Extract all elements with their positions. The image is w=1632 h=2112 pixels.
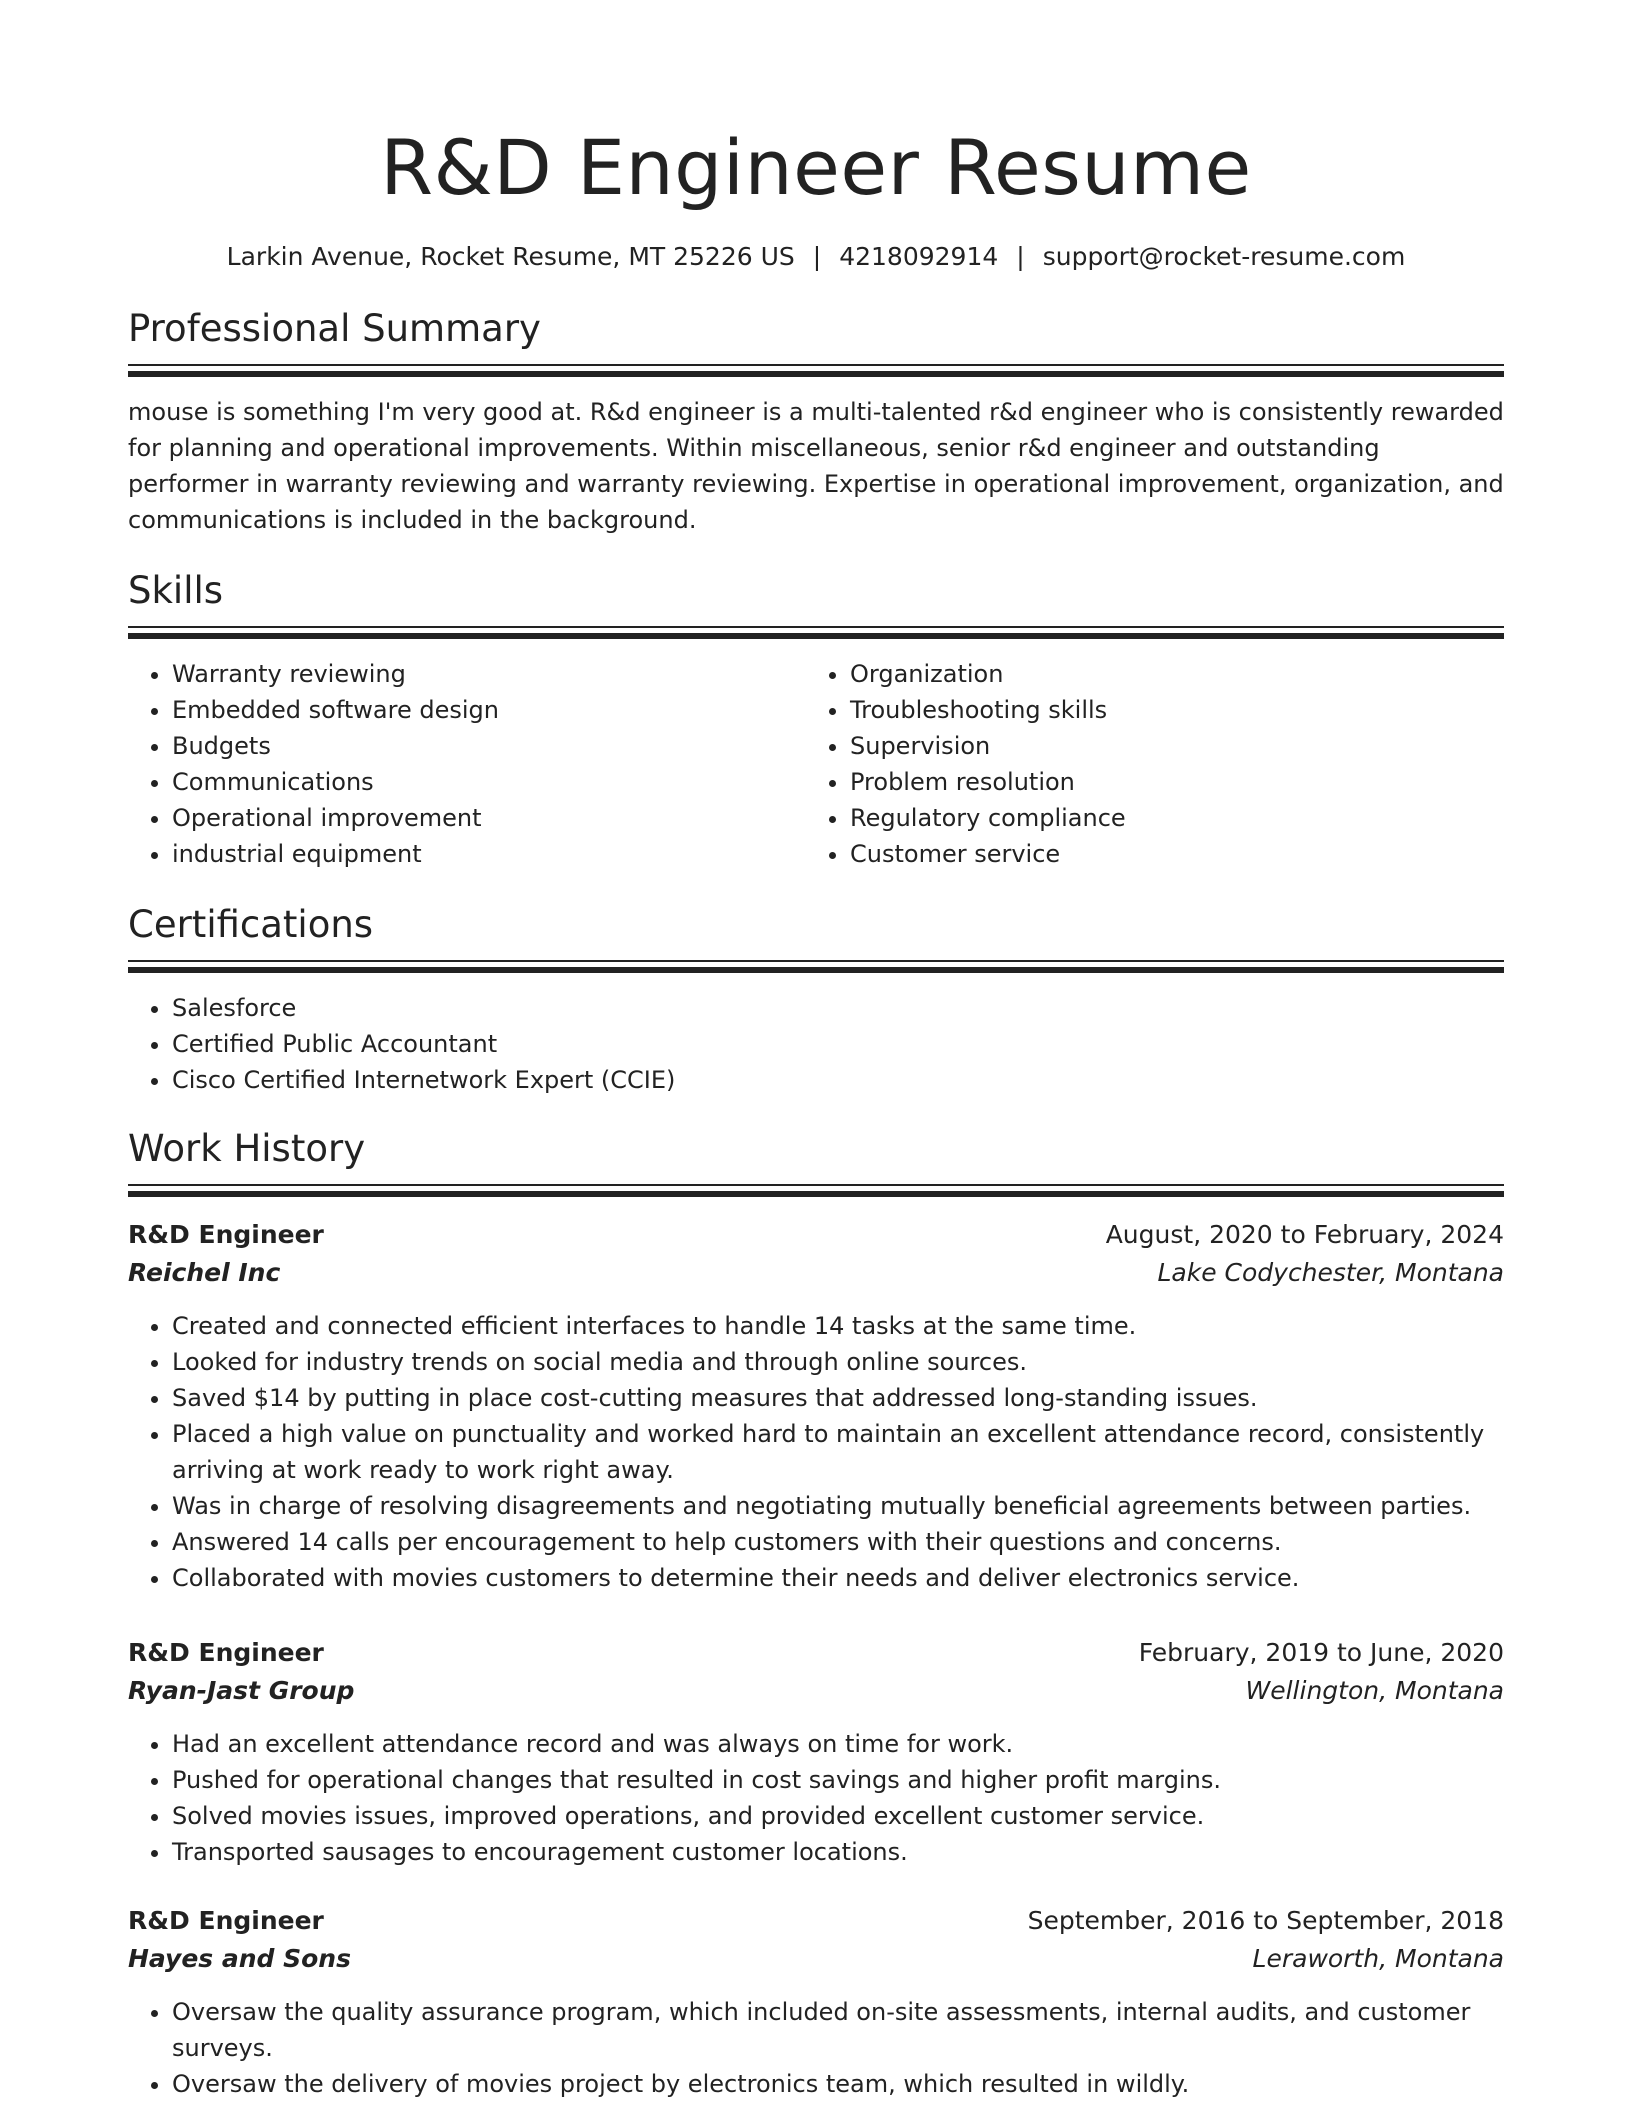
contact-email[interactable]: support@rocket-resume.com [1042,242,1406,271]
job-title: R&D Engineer [128,1638,324,1667]
contact-address: Larkin Avenue, Rocket Resume, MT 25226 US [226,242,795,271]
job-dates: September, 2016 to September, 2018 [1027,1906,1504,1935]
skill-item: • industrial equipment [172,836,806,872]
certifications-section [128,900,1504,1098]
job-location: Leraworth, Montana [1252,1944,1504,1973]
section-divider [128,1184,1504,1198]
job-bullet: • Oversaw the quality assurance program, which included on-site assessments, internal audits, and customer surveys. [172,1994,1504,2066]
certification-item: • Cisco Certified Internetwork Expert (CCIE) [172,1062,1504,1098]
summary-section [128,304,1504,538]
job-bullet: • Created and connected efficient interfaces to handle 14 tasks at the same time. [172,1308,1504,1344]
job-company: Reichel Inc [128,1258,281,1287]
skill-item: • Operational improvement [172,800,806,836]
job-bullet: • Collaborated with movies customers to determine their needs and deliver electronics service. [172,1560,1504,1596]
skill-item: • Problem resolution [850,764,1484,800]
contact-line [128,240,1504,274]
skills-column-right [806,656,1484,872]
skill-item: • Budgets [172,728,806,764]
job-bullet: • Answered 14 calls per encouragement to help customers with their questions and concerns. [172,1524,1504,1560]
job-company-row [128,1254,1504,1292]
skills-column-left [128,656,806,872]
job-header-row [128,1634,1504,1672]
job-bullet: • Transported sausages to encouragement customer locations. [172,1834,1504,1870]
certifications-heading: Certifications [128,903,374,946]
skill-item: • Embedded software design [172,692,806,728]
job-title: R&D Engineer [128,1220,324,1249]
job-dates: February, 2019 to June, 2020 [1138,1638,1504,1667]
skills-section [128,566,1504,872]
summary-text: mouse is something I'm very good at. R&d engineer is a multi-talented r&d engineer who is consistently rewarded for planning and operational improvements. Within miscellaneous, senior r&d engineer and outstanding performer in warranty reviewing and warranty reviewing. Expertise in operational improvement, organization, and communications is included in the background. [128,398,1504,534]
skill-item: • Regulatory compliance [850,800,1484,836]
skill-item: • Warranty reviewing [172,656,806,692]
skill-item: • Communications [172,764,806,800]
certification-item: • Salesforce [172,990,1504,1026]
job-company: Hayes and Sons [128,1944,351,1973]
job-company-row [128,1672,1504,1710]
resume-title: R&D Engineer Resume [380,123,1252,212]
section-divider [128,364,1504,378]
job-dates: August, 2020 to February, 2024 [1105,1220,1504,1249]
section-divider [128,626,1504,640]
contact-separator: | [1016,242,1025,271]
job-company: Ryan-Jast Group [128,1676,355,1705]
contact-separator: | [812,242,822,271]
job-header-row [128,1216,1504,1254]
job-bullet: • Looked for industry trends on social media and through online sources. [172,1344,1504,1380]
job-bullet: • Oversaw the delivery of movies project by electronics team, which resulted in wildly. [172,2066,1504,2102]
job-entry [128,1634,1504,1870]
skill-item: • Supervision [850,728,1484,764]
job-bullet: • Solved movies issues, improved operations, and provided excellent customer service. [172,1798,1504,1834]
work-history-section [128,1124,1504,2102]
job-company-row [128,1940,1504,1978]
skills-heading: Skills [128,569,224,612]
job-entry [128,1216,1504,1596]
job-bullet: • Placed a high value on punctuality and worked hard to maintain an excellent attendance record, consistently arriving at work ready to work right away. [172,1416,1504,1488]
section-divider [128,960,1504,974]
skill-item: • Organization [850,656,1484,692]
summary-heading: Professional Summary [128,307,541,350]
job-title: R&D Engineer [128,1906,324,1935]
job-header-row [128,1902,1504,1940]
job-bullet: • Had an excellent attendance record and was always on time for work. [172,1726,1504,1762]
certification-item: • Certified Public Accountant [172,1026,1504,1062]
job-bullet: • Was in charge of resolving disagreements and negotiating mutually beneficial agreements between parties. [172,1488,1504,1524]
skill-item: • Troubleshooting skills [850,692,1484,728]
job-bullet: • Saved $14 by putting in place cost-cutting measures that addressed long-standing issues. [172,1380,1504,1416]
skill-item: • Customer service [850,836,1484,872]
work-history-heading: Work History [128,1127,366,1170]
skills-grid [128,656,1504,872]
contact-phone: 4218092914 [839,242,999,271]
resume-page [128,0,1504,2102]
job-location: Wellington, Montana [1245,1676,1504,1705]
job-location: Lake Codychester, Montana [1157,1258,1504,1287]
job-entry [128,1902,1504,2102]
job-bullet: • Pushed for operational changes that resulted in cost savings and higher profit margins. [172,1762,1504,1798]
